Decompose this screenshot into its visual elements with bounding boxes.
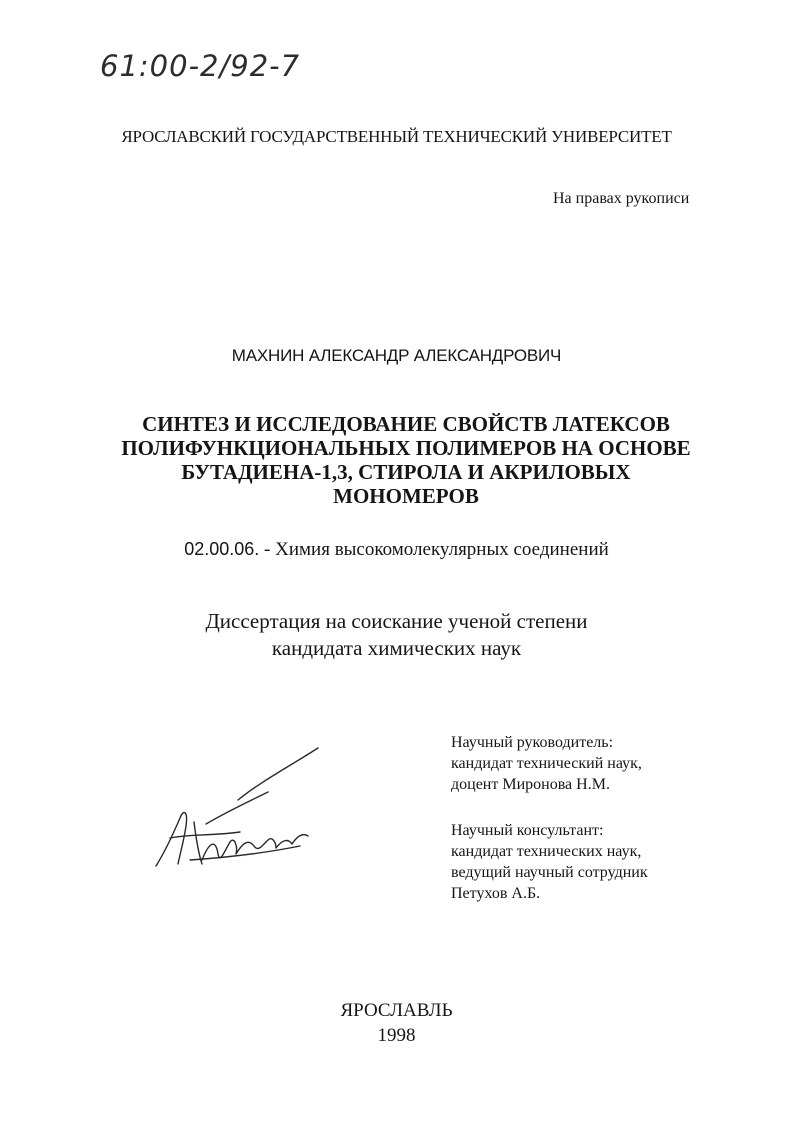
consultant-line: кандидат технических наук, — [451, 843, 642, 860]
author-signature — [150, 742, 330, 882]
archive-stamp-text: 61:00-2/92-7 — [100, 49, 301, 83]
archive-stamp-svg — [100, 44, 350, 90]
supervisor-line: Научный руководитель: — [451, 734, 614, 751]
supervisor-line: кандидат технический наук, — [451, 755, 642, 772]
place-and-year — [0, 998, 793, 1048]
consultant-line: Петухов А.Б. — [451, 885, 541, 902]
specialty-name: - Химия высокомолекулярных соединений — [264, 539, 609, 560]
supervisor-line: доцент Миронова Н.М. — [451, 776, 610, 793]
archive-stamp-number — [100, 44, 350, 90]
specialty-code: 02.00.06. — [184, 539, 260, 559]
dissertation-title — [96, 412, 716, 508]
year: 1998 — [377, 1025, 416, 1046]
degree-line: кандидата химических наук — [271, 636, 522, 660]
manuscript-rights-note: На правах рукописи — [553, 190, 690, 207]
degree-statement — [0, 608, 793, 662]
university-name: ЯРОСЛАВСКИЙ ГОСУДАРСТВЕННЫЙ ТЕХНИЧЕСКИЙ УНИВЕРСИТЕТ — [121, 127, 672, 146]
city-name: ЯРОСЛАВЛЬ — [340, 1000, 453, 1021]
degree-line: Диссертация на соискание ученой степени — [205, 609, 588, 633]
title-line: БУТАДИЕНА-1,3, СТИРОЛА И АКРИЛОВЫХ — [181, 460, 631, 484]
title-line: ПОЛИФУНКЦИОНАЛЬНЫХ ПОЛИМЕРОВ НА ОСНОВЕ — [121, 436, 691, 460]
title-line: СИНТЕЗ И ИССЛЕДОВАНИЕ СВОЙСТВ ЛАТЕКСОВ — [142, 412, 670, 436]
author-name: МАХНИН АЛЕКСАНДР АЛЕКСАНДРОВИЧ — [231, 346, 562, 365]
supervisor-block — [451, 732, 642, 795]
title-line: МОНОМЕРОВ — [333, 484, 479, 508]
signature-strokes — [150, 742, 330, 882]
consultant-line: ведущий научный сотрудник — [451, 864, 648, 881]
specialty-line — [0, 539, 793, 561]
consultant-block — [451, 820, 648, 904]
consultant-line: Научный консультант: — [451, 822, 604, 839]
